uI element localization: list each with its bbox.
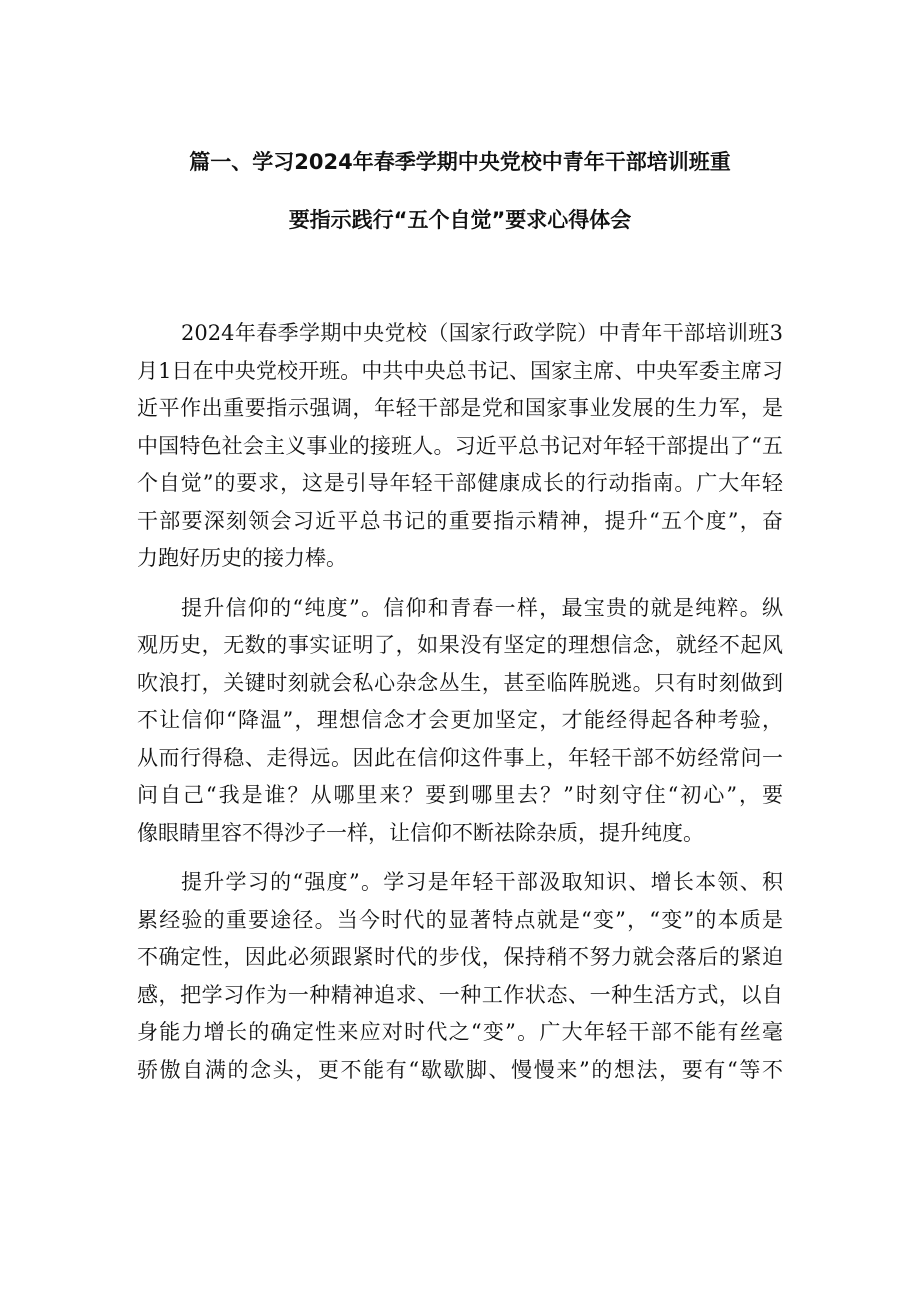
paragraph-2-line-4: 不让信仰“降温”，理想信念才会更加坚定，才能经得起各种考验， [137, 708, 783, 732]
paragraph-gap [137, 578, 783, 590]
paragraph-3-line-4: 感，把学习作为一种精神追求、一种工作状态、一种生活方式，以自 [137, 982, 783, 1007]
paragraph-1-line-3: 近平作出重要指示强调，年轻干部是党和国家事业发展的生力军，是 [137, 396, 783, 420]
paragraph-2-line-3: 吹浪打，关键时刻就会私心杂念丛生，甚至临阵脱逃。只有时刻做到 [137, 670, 783, 695]
paragraph-3-line-3: 不确定性，因此必须跟紧时代的步伐，保持稍不努力就会落后的紧迫 [137, 945, 783, 969]
paragraph-2-line-6: 问自己“我是谁？从哪里来？要到哪里去？”时刻守住“初心”，要 [137, 783, 783, 807]
paragraph-2-line-2: 观历史，无数的事实证明了，如果没有坚定的理想信念，就经不起风 [137, 633, 783, 657]
document-body [137, 315, 783, 1089]
paragraph-3-line-1: 提升学习的“强度”。学习是年轻干部汲取知识、增长本领、积 [181, 870, 783, 894]
paragraph-2-line-1: 提升信仰的“纯度”。信仰和青春一样，最宝贵的就是纯粹。纵 [181, 595, 783, 620]
paragraph-3-line-5: 身能力增长的确定性来应对时代之“变”。广大年轻干部不能有丝毫 [137, 1020, 783, 1044]
paragraph-1-line-2: 月1日在中央党校开班。中共中央总书记、国家主席、中央军委主席习 [137, 358, 783, 383]
document-title-line-2: 要指示践行“五个自觉”要求心得体会 [288, 208, 632, 232]
document-title-line-1: 篇一、学习2024年春季学期中央党校中青年干部培训班重 [189, 150, 731, 174]
paragraph-1-line-1: 2024年春季学期中央党校（国家行政学院）中青年干部培训班3 [181, 321, 783, 345]
paragraph-gap [137, 852, 783, 864]
paragraph-1-line-4: 中国特色社会主义事业的接班人。习近平总书记对年轻干部提出了“五 [137, 433, 783, 458]
paragraph-1-line-6: 干部要深刻领会习近平总书记的重要指示精神，提升“五个度”，奋 [137, 508, 783, 533]
paragraph-3-line-6: 骄傲自满的念头，更不能有“歇歇脚、慢慢来”的想法，要有“等不 [137, 1057, 783, 1082]
paragraph-1-line-7: 力跑好历史的接力棒。 [137, 546, 347, 570]
paragraph-3-line-2: 累经验的重要途径。当今时代的显著特点就是“变”，“变”的本质是 [137, 907, 783, 932]
paragraph-1-line-5: 个自觉”的要求，这是引导年轻干部健康成长的行动指南。广大年轻 [137, 471, 783, 495]
paragraph-2-line-7: 像眼睛里容不得沙子一样，让信仰不断祛除杂质，提升纯度。 [137, 820, 704, 845]
paragraph-2-line-5: 从而行得稳、走得远。因此在信仰这件事上，年轻干部不妨经常问一 [137, 745, 783, 770]
